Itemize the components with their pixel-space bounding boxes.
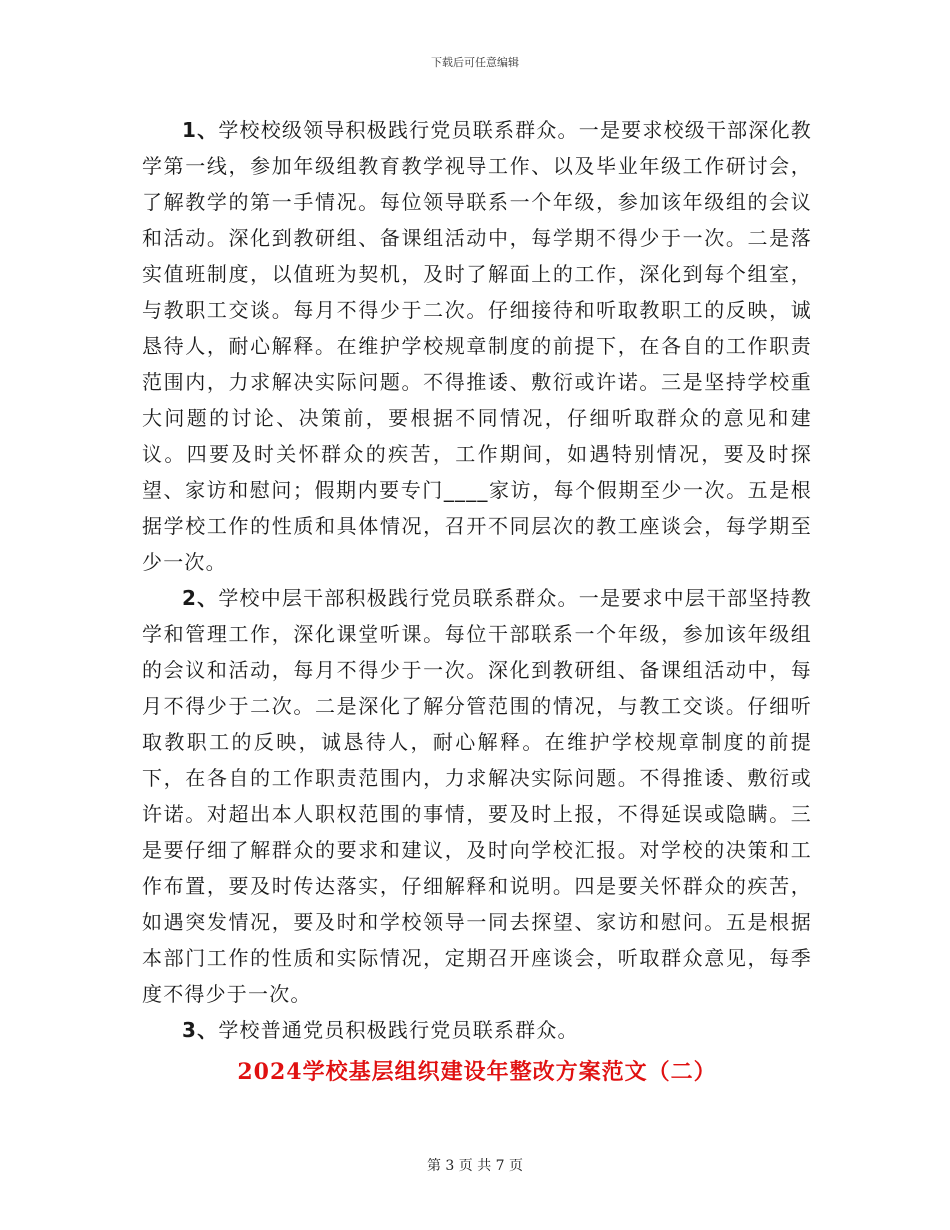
paragraph-text: 学校校级领导积极践行党员联系群众。一是要求校级干部深化教学第一线，参加年级组教育教学视导工作、以及毕业年级工作研讨会，了解教学的第一手情况。每位领导联系一个年级，参加该年级组的会议和活动。深化到教研组、备课组活动中，每学期不得少于一次。二是落实值班制度，以值班为契机，及时了解面上的工作，深化到每个组室，与教职工交谈。每月不得少于二次。仔细接待和听取教职工的反映，诚恳待人，耐心解释。在维护学校规章制度的前提下，在各自的工作职责范围内，力求解决实际问题。不得推诿、敷衍或许诺。三是坚持学校重大问题的讨论、决策前，要根据不同情况，仔细听取群众的意见和建议。四要及时关怀群众的疾苦，工作期间，如遇特别情况，要及时探望、家访和慰问；假期内要专门____家访，每个假期至少一次。五是根据学校工作的性质和具体情况，召开不同层次的教工座谈会，每学期至少一次。	[142, 118, 812, 574]
section-title: 2024学校基层组织建设年整改方案范文（二）	[237, 1059, 717, 1085]
paragraph-3	[142, 1012, 812, 1048]
paragraph-number: 1、	[182, 118, 219, 142]
header-note: 下载后可任意编辑	[431, 56, 519, 69]
paragraph-2	[142, 580, 812, 1012]
paragraph-text: 学校普通党员积极践行党员联系群众。	[218, 1018, 579, 1042]
page-number: 第 3 页 共 7 页	[426, 1158, 524, 1174]
paragraph-1	[142, 112, 812, 580]
document-body	[142, 112, 812, 1092]
paragraph-number: 3、	[182, 1018, 219, 1042]
paragraph-text: 学校中层干部积极践行党员联系群众。一是要求中层干部坚持教学和管理工作，深化课堂听课。每位干部联系一个年级，参加该年级组的会议和活动，每月不得少于一次。深化到教研组、备课组活动中，每月不得少于二次。二是深化了解分管范围的情况，与教工交谈。仔细听取教职工的反映，诚恳待人，耐心解释。在维护学校规章制度的前提下，在各自的工作职责范围内，力求解决实际问题。不得推诿、敷衍或许诺。对超出本人职权范围的事情，要及时上报，不得延误或隐瞒。三是要仔细了解群众的要求和建议，及时向学校汇报。对学校的决策和工作布置，要及时传达落实，仔细解释和说明。四是要关怀群众的疾苦，如遇突发情况，要及时和学校领导一同去探望、家访和慰问。五是根据本部门工作的性质和实际情况，定期召开座谈会，听取群众意见，每季度不得少于一次。	[142, 586, 812, 1006]
paragraph-number: 2、	[182, 586, 219, 610]
